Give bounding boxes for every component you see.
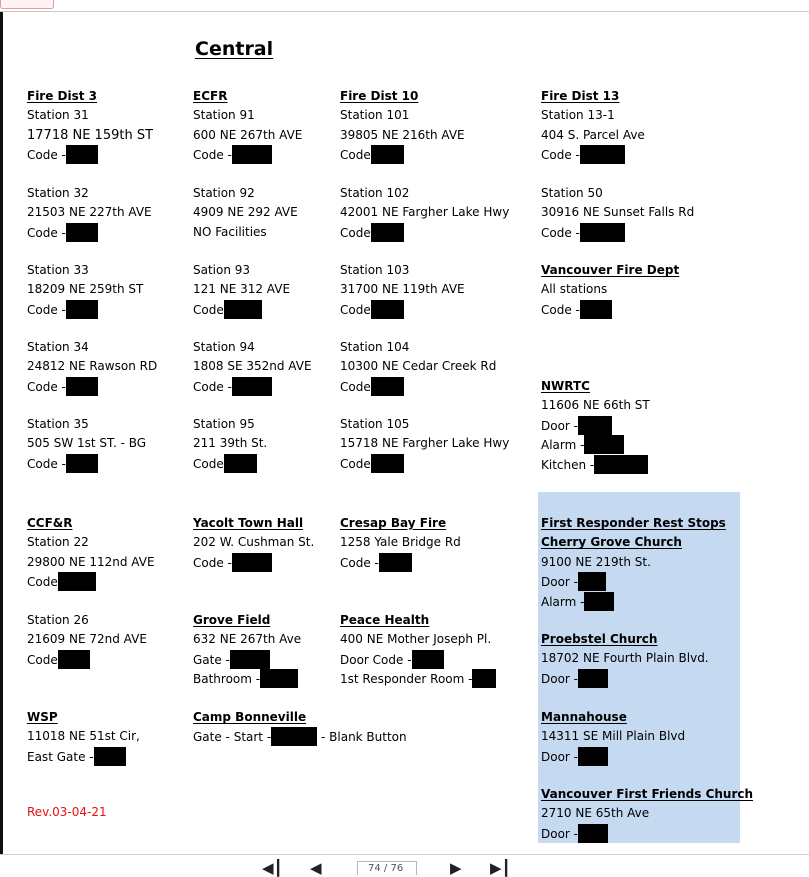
station-name: Station 26 bbox=[27, 613, 89, 627]
station-name: Station 35 bbox=[27, 417, 89, 431]
station-name: Station 105 bbox=[340, 417, 410, 431]
section-heading: Cresap Bay Fire bbox=[340, 516, 447, 530]
section-mannahouse bbox=[541, 708, 685, 766]
address: 9100 NE 219th St. bbox=[541, 554, 651, 569]
code-label: Code - bbox=[27, 302, 66, 317]
gate-label: Gate - bbox=[193, 652, 230, 667]
redacted-code bbox=[578, 572, 606, 591]
section-heading: Proebstel Church bbox=[541, 632, 658, 646]
station-26-block bbox=[27, 611, 147, 669]
bathroom-label: Bathroom - bbox=[193, 672, 261, 687]
current-page: 74 bbox=[368, 863, 381, 874]
station-35-block bbox=[27, 415, 146, 473]
redacted-code bbox=[578, 824, 608, 843]
redacted-code bbox=[260, 669, 298, 688]
section-vancouver-first-friends bbox=[541, 785, 753, 843]
station-address: 30916 NE Sunset Falls Rd bbox=[541, 205, 695, 220]
section-grove-field bbox=[193, 611, 301, 689]
blank-button-note: - Blank Button bbox=[321, 730, 407, 745]
code-label: Code bbox=[193, 302, 224, 317]
door-label: Door - bbox=[541, 575, 579, 590]
station-name: Station 92 bbox=[193, 186, 255, 200]
revision-note: Rev.03-04-21 bbox=[27, 805, 107, 819]
station-name: Station 101 bbox=[340, 108, 410, 123]
redacted-code bbox=[578, 669, 608, 688]
section-nwrtc bbox=[541, 377, 650, 474]
station-address: 4909 NE 292 AVE bbox=[193, 205, 298, 220]
station-50-block bbox=[541, 184, 694, 242]
code-label: Code - bbox=[27, 379, 66, 394]
station-address: 121 NE 312 AVE bbox=[193, 282, 291, 297]
station-name: Station 103 bbox=[340, 263, 410, 277]
station-name: Station 22 bbox=[27, 535, 89, 550]
total-pages: / 76 bbox=[383, 863, 404, 874]
redacted-code bbox=[371, 300, 404, 319]
redacted-code bbox=[371, 223, 404, 242]
station-address: 600 NE 267th AVE bbox=[193, 127, 303, 142]
address: 11606 NE 66th ST bbox=[541, 398, 650, 413]
facilities-note: NO Facilities bbox=[193, 224, 267, 239]
code-label: Code bbox=[340, 148, 371, 163]
redacted-code bbox=[412, 650, 444, 669]
viewer-top-bar bbox=[0, 0, 809, 12]
station-address: 18209 NE 259th ST bbox=[27, 282, 144, 297]
station-name: Station 33 bbox=[27, 263, 89, 277]
section-yacolt-town-hall bbox=[193, 514, 314, 572]
section-heading: Peace Health bbox=[340, 613, 430, 627]
code-label: Code bbox=[193, 456, 224, 471]
kitchen-label: Kitchen - bbox=[541, 457, 595, 472]
section-heading: Vancouver Fire Dept bbox=[541, 263, 680, 277]
station-95-block bbox=[193, 415, 267, 473]
section-proebstel-church bbox=[541, 630, 709, 688]
station-name: Station 50 bbox=[541, 186, 603, 200]
code-label: Code bbox=[340, 302, 371, 317]
code-label: Code - bbox=[27, 225, 66, 240]
viewer-top-tab[interactable] bbox=[0, 0, 54, 9]
station-name: Station 34 bbox=[27, 340, 89, 354]
station-address: 404 S. Parcel Ave bbox=[541, 127, 645, 142]
redacted-code bbox=[371, 377, 404, 396]
redacted-code bbox=[580, 223, 625, 242]
address: 11018 NE 51st Cir, bbox=[27, 729, 140, 744]
redacted-code bbox=[594, 455, 648, 474]
code-label: Code bbox=[340, 379, 371, 394]
code-label: Code bbox=[340, 456, 371, 471]
address: 14311 SE Mill Plain Blvd bbox=[541, 729, 686, 744]
section-first-responder-rest-stops bbox=[541, 514, 726, 611]
station-105-block bbox=[340, 415, 509, 473]
redacted-code bbox=[224, 300, 262, 319]
section-heading: First Responder Rest Stops bbox=[541, 516, 726, 530]
redacted-code bbox=[379, 553, 412, 572]
station-address: 10300 NE Cedar Creek Rd bbox=[340, 359, 497, 374]
code-label: Code - bbox=[541, 302, 580, 317]
prev-page-icon[interactable]: ◀ bbox=[310, 859, 322, 877]
address: 1258 Yale Bridge Rd bbox=[340, 535, 461, 550]
code-label: Code bbox=[27, 652, 58, 667]
alarm-label: Alarm - bbox=[541, 438, 585, 453]
section-wsp bbox=[27, 708, 140, 766]
redacted-code bbox=[578, 747, 608, 766]
station-103-block bbox=[340, 261, 465, 319]
code-label: Code - bbox=[193, 555, 232, 570]
station-name: Station 31 bbox=[27, 108, 89, 123]
code-label: Code - bbox=[193, 148, 232, 163]
station-name: Station 13-1 bbox=[541, 108, 615, 123]
section-peace-health bbox=[340, 611, 496, 689]
code-label: Code bbox=[27, 575, 58, 590]
station-name: Station 104 bbox=[340, 340, 410, 354]
station-name: Station 102 bbox=[340, 186, 410, 200]
station-102-block bbox=[340, 184, 509, 242]
door-label: Door - bbox=[541, 826, 579, 841]
section-heading: Vancouver First Friends Church bbox=[541, 787, 754, 801]
redacted-code bbox=[584, 592, 614, 611]
redacted-code bbox=[584, 435, 624, 454]
station-address: 42001 NE Fargher Lake Hwy bbox=[340, 205, 510, 220]
redacted-code bbox=[371, 145, 404, 164]
stations-note: All stations bbox=[541, 282, 608, 297]
redacted-code bbox=[232, 377, 272, 396]
page-navigation-bar bbox=[0, 854, 809, 877]
redacted-code bbox=[66, 145, 98, 164]
cherry-grove-heading: Cherry Grove Church bbox=[541, 535, 682, 550]
page-number-input[interactable] bbox=[357, 861, 417, 875]
section-heading: CCF&R bbox=[27, 516, 73, 530]
station-name: Station 32 bbox=[27, 186, 89, 200]
code-label: Code - bbox=[340, 555, 379, 570]
station-address: 21609 NE 72nd AVE bbox=[27, 632, 147, 647]
station-address: 1808 SE 352nd AVE bbox=[193, 359, 312, 374]
section-ccfr bbox=[27, 514, 155, 592]
section-heading: Grove Field bbox=[193, 613, 271, 627]
redacted-code bbox=[580, 145, 625, 164]
address: 18702 NE Fourth Plain Blvd. bbox=[541, 651, 709, 666]
station-name: Station 94 bbox=[193, 340, 255, 354]
station-address: 39805 NE 216th AVE bbox=[340, 127, 465, 142]
door-code-label: Door Code - bbox=[340, 652, 412, 667]
redacted-code bbox=[58, 572, 96, 591]
station-address: 211 39th St. bbox=[193, 436, 268, 451]
last-page-icon[interactable]: ▶┃ bbox=[490, 859, 511, 877]
redacted-code bbox=[224, 454, 257, 473]
station-address: 505 SW 1st ST. - BG bbox=[27, 436, 147, 451]
station-name: Sation 93 bbox=[193, 263, 251, 277]
code-label: Code - bbox=[541, 148, 580, 163]
redacted-code bbox=[271, 727, 317, 746]
redacted-code bbox=[578, 416, 612, 435]
door-label: Door - bbox=[541, 749, 579, 764]
section-fire-dist-13 bbox=[541, 87, 645, 165]
station-93-block bbox=[193, 261, 290, 319]
section-heading: Fire Dist 3 bbox=[27, 89, 98, 103]
redacted-code bbox=[58, 650, 90, 669]
page-title: Central bbox=[195, 38, 274, 60]
door-label: Door - bbox=[541, 418, 579, 433]
station-104-block bbox=[340, 338, 496, 396]
section-vancouver-fire-dept bbox=[541, 261, 679, 319]
code-label: Code - bbox=[193, 379, 232, 394]
redacted-code bbox=[66, 377, 98, 396]
redacted-code bbox=[66, 454, 98, 473]
responder-room-label: 1st Responder Room - bbox=[340, 672, 473, 687]
station-address: 31700 NE 119th AVE bbox=[340, 282, 465, 297]
section-fire-dist-3 bbox=[27, 87, 153, 165]
first-page-icon[interactable]: ◀┃ bbox=[262, 859, 283, 877]
code-label: Code bbox=[340, 225, 371, 240]
redacted-code bbox=[371, 454, 404, 473]
section-fire-dist-10 bbox=[340, 87, 465, 165]
station-name: Station 91 bbox=[193, 108, 255, 123]
section-heading: Camp Bonneville bbox=[193, 710, 307, 724]
redacted-code bbox=[232, 553, 272, 572]
station-address: 29800 NE 112nd AVE bbox=[27, 554, 155, 569]
section-heading: NWRTC bbox=[541, 379, 590, 393]
address: 400 NE Mother Joseph Pl. bbox=[340, 632, 492, 647]
section-heading: Mannahouse bbox=[541, 710, 627, 724]
section-heading: Yacolt Town Hall bbox=[193, 516, 304, 530]
redacted-code bbox=[472, 669, 496, 688]
gate-start-label: Gate - Start - bbox=[193, 730, 272, 745]
address: 2710 NE 65th Ave bbox=[541, 806, 650, 821]
redacted-code bbox=[66, 223, 98, 242]
section-heading: WSP bbox=[27, 710, 58, 724]
redacted-code bbox=[230, 650, 270, 669]
section-heading: Fire Dist 13 bbox=[541, 89, 620, 103]
redacted-code bbox=[66, 300, 98, 319]
door-label: Door - bbox=[541, 671, 579, 686]
station-name: Station 95 bbox=[193, 417, 255, 431]
station-34-block bbox=[27, 338, 157, 396]
redacted-code bbox=[580, 300, 612, 319]
station-33-block bbox=[27, 261, 143, 319]
section-heading: ECFR bbox=[193, 89, 228, 103]
section-ecfr bbox=[193, 87, 302, 165]
code-label: Code - bbox=[541, 225, 580, 240]
alarm-label: Alarm - bbox=[541, 594, 585, 609]
redacted-code bbox=[232, 145, 272, 164]
code-label: Code - bbox=[27, 456, 66, 471]
redacted-code bbox=[94, 747, 126, 766]
station-92-block bbox=[193, 184, 298, 242]
station-94-block bbox=[193, 338, 312, 396]
section-camp-bonneville bbox=[193, 708, 407, 747]
station-address: 17718 NE 159th ST bbox=[27, 127, 154, 143]
station-address: 24812 NE Rawson RD bbox=[27, 359, 158, 374]
address: 632 NE 267th Ave bbox=[193, 632, 302, 647]
station-32-block bbox=[27, 184, 152, 242]
station-address: 21503 NE 227th AVE bbox=[27, 205, 152, 220]
section-cresap-bay-fire bbox=[340, 514, 461, 572]
next-page-icon[interactable]: ▶ bbox=[450, 859, 462, 877]
gate-label: East Gate - bbox=[27, 749, 94, 764]
station-address: 15718 NE Fargher Lake Hwy bbox=[340, 436, 510, 451]
address: 202 W. Cushman St. bbox=[193, 535, 315, 550]
code-label: Code - bbox=[27, 148, 66, 163]
section-heading: Fire Dist 10 bbox=[340, 89, 419, 103]
